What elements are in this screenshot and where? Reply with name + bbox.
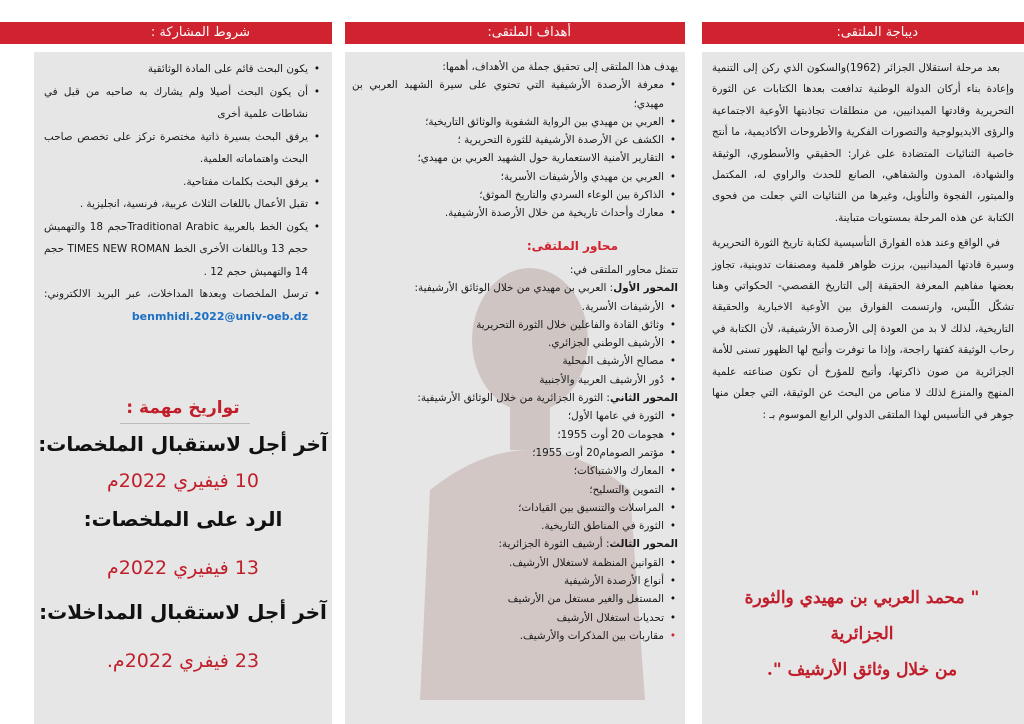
axis-item: • أنواع الأرصدة الأرشيفية — [352, 572, 678, 590]
axis-2-list — [352, 407, 678, 535]
important-dates-title: تواريخ مهمة : — [126, 398, 240, 418]
goals-intro: يهدف هذا الملتقى إلى تحقيق جملة من الأهداف، أهمها: — [442, 61, 678, 73]
date-1-label: آخر أجل لاستقبال الملخصات: — [38, 432, 328, 456]
axis-item: • التموين والتسليح؛ — [352, 481, 678, 499]
axis-item: • مقاربات بين المذكرات والأرشيف. — [352, 627, 678, 645]
axis-item: • المستغل والغير مستغل من الأرشيف — [352, 590, 678, 608]
date-1-value: 10 فيفيري 2022م — [107, 470, 259, 492]
axes-intro: تتمثل محاور الملتقى في: — [569, 263, 678, 276]
axis-3-list — [352, 554, 678, 645]
condition-item: • تقبل الأعمال باللغات الثلاث عربية، فرنسية، انجليزية . — [44, 193, 322, 216]
goal-item: • الذاكرة بين الوعاء السردي والتاريخ الموثق؛ — [352, 186, 678, 204]
axis-3-label: المحور الثالث — [609, 538, 678, 551]
date-3-label: آخر أجل لاستقبال المداخلات: — [39, 600, 327, 624]
axis-item: • هجومات 20 أوت 1955؛ — [352, 426, 678, 444]
conditions-list — [44, 58, 322, 328]
axis-1-label: المحور الأول — [613, 282, 678, 295]
contact-email-link[interactable]: benmhidi.2022@univ-oeb.dz — [131, 309, 308, 323]
axis-item: • وثائق القادة والفاعلين خلال الثورة التحريرية — [352, 316, 678, 334]
condition-item: • يرفق البحث بسيرة ذاتية مختصرة تركز على تخصص صاحب البحث واهتماماته العلمية. — [44, 126, 322, 171]
conditions-text — [44, 58, 322, 328]
axis-item: • المراسلات والتنسيق بين القيادات؛ — [352, 499, 678, 517]
axis-item: • تحديات استغلال الأرشيف — [352, 609, 678, 627]
axis-item: • دُور الأرشيف العربية والأجنبية — [352, 371, 678, 389]
axis-item: • مؤتمر الصومام20 أوت 1955؛ — [352, 444, 678, 462]
header-bar-middle — [345, 22, 685, 44]
quote-line-2: من خلال وثائق الأرشيف ". — [766, 660, 958, 680]
date-2-value: 13 فيفيري 2022م — [107, 557, 259, 579]
goal-item: • العربي بن مهيدي والأرشيفات الأسرية؛ — [352, 168, 678, 186]
goals-text — [352, 58, 678, 645]
axis-item: • القوانين المنظمة لاستغلال الأرشيف. — [352, 554, 678, 572]
axis-item: • الثورة في عامها الأول؛ — [352, 407, 678, 425]
axis-2-label: المحور الثاني — [609, 392, 678, 405]
conditions-header: شروط المشاركة : — [150, 25, 250, 40]
axis-1-heading — [352, 279, 678, 297]
axis-3-title: : أرشيف الثورة الجزائرية: — [498, 538, 610, 551]
goal-item: • معارك وأحداث تاريخية من خلال الأرصدة الأرشيفية. — [352, 204, 678, 222]
preamble-header: ديباجة الملتقى: — [836, 25, 918, 40]
goals-header: أهداف الملتقى: — [487, 25, 571, 40]
dates-underline — [120, 423, 250, 424]
quote-line-1: " محمد العربي بن مهيدي والثورة الجزائرية — [744, 588, 980, 644]
condition-item: • يكون الخط بالعربية Traditional Arabicحجم 18 والتهميش حجم 13 وباللغات الأخرى الخط TIMES NEW ROMAN حجم 14 والتهميش حجم 12 . — [44, 216, 322, 284]
goal-item: • الكشف عن الأرصدة الأرشيفية للثورة التحريرية ؛ — [352, 131, 678, 149]
goals-list — [352, 76, 678, 222]
preamble-paragraph-1: بعد مرحلة استقلال الجزائر (1962)والسكون الذي ركن إلى التنمية وإعادة بناء أركان الدولة الوطنية تدافعت بعدها الكتابات عن الثورة التحريرية وقادتها الميدانيين، من منطلقات تجاذبتها الأوعية الاجتماعية والرؤى الايديولوجية والتصورات الفكرية والأطروحات الأكاديمية، ما أنتج خاصية الثنائيات المتضادة على غرار: الحقيقي والأسطوري، الوثيقة والشهادة، المدون والشفاهي، الصانع للحدث والراوي له، المكتمل والمبتور، الفجوة والتأويل، وغيرها من الثنائيات التي جعلت من فحوى الكتابة عن هذه المرحلة بمستويات متباينة. — [712, 62, 1014, 224]
axis-2-heading — [352, 389, 678, 407]
header-bar-left — [0, 22, 332, 44]
date-3-value: 23 فيفري 2022م. — [106, 650, 260, 672]
condition-email-text: ترسل الملخصات وبعدها المداخلات، عبر البريد الالكتروني: — [44, 288, 308, 300]
axis-item: • المعارك والاشتباكات؛ — [352, 462, 678, 480]
axis-3-heading — [352, 535, 678, 553]
preamble-text — [712, 58, 1014, 426]
condition-item — [44, 283, 322, 328]
axis-item: • الثورة في المناطق التاريخية. — [352, 517, 678, 535]
condition-item: • يرفق البحث بكلمات مفتاحية. — [44, 171, 322, 194]
condition-item: • يكون البحث قائم على المادة الوثائقية — [44, 58, 322, 81]
header-bar-right — [702, 22, 1024, 44]
goal-item: • العربي بن مهيدي بين الرواية الشفوية والوثائق التاريخية؛ — [352, 113, 678, 131]
axis-1-title: : العربي بن مهيدي من خلال الوثائق الأرشيفية: — [414, 282, 614, 295]
axis-2-title: : الثورة الجزائرية من خلال الوثائق الأرشيفية: — [417, 392, 610, 405]
axis-item: • الأرشيف الوطني الجزائري. — [352, 334, 678, 352]
axis-item: • الأرشيفات الأسرية. — [352, 298, 678, 316]
goal-item: • معرفة الأرصدة الأرشيفية التي تحتوي على سيرة الشهيد العربي بن مهيدي؛ — [352, 76, 678, 113]
goal-item: • التقارير الأمنية الاستعمارية حول الشهيد العربي بن مهيدي؛ — [352, 149, 678, 167]
date-2-label: الرد على الملخصات: — [83, 507, 283, 531]
condition-item: • أن يكون البحث أصيلا ولم يشارك به صاحبه من قبل في نشاطات علمية أخرى — [44, 81, 322, 126]
conference-title-quote — [712, 580, 1012, 688]
preamble-paragraph-2: في الواقع وعند هذه الفوارق التأسيسية لكتابة تاريخ الثورة التحريرية وسيرة قادتها الميدانيين، برزت ظواهر قلمية ومصنفات تدوينية، تجاوز بعضها مفاهيم المعرفة الحقيقة إلى التاريخ القصصي- الحكواتي وهنا تشكّل اللّبس، وارتسمت الفوارق بين الأوعية الاخبارية والحقيقة التاريخية، لذلك لا بد من العودة إلى الأرصدة الأرشيفية، لأن الكتابة في رحاب الوثيقة كفتها راجحة، وإذا ما توفرت وأتيح لها الظهور تسنى للأمة الجزائرية من صون ذاكرتها، وأتيح للمؤرخ أن تكون صناعته علمية المنهج والمنزع لذلك لا مناص من البحث عن الوثيقة، التي جعلن منها جوهر في التأسيس لهذا الملتقى الدولي الرابع الموسوم بـ : — [712, 237, 1014, 421]
axis-1-list — [352, 298, 678, 389]
axis-item: • مصالح الأرشيف المحلية — [352, 352, 678, 370]
axes-title: محاور الملتقى: — [526, 238, 618, 253]
